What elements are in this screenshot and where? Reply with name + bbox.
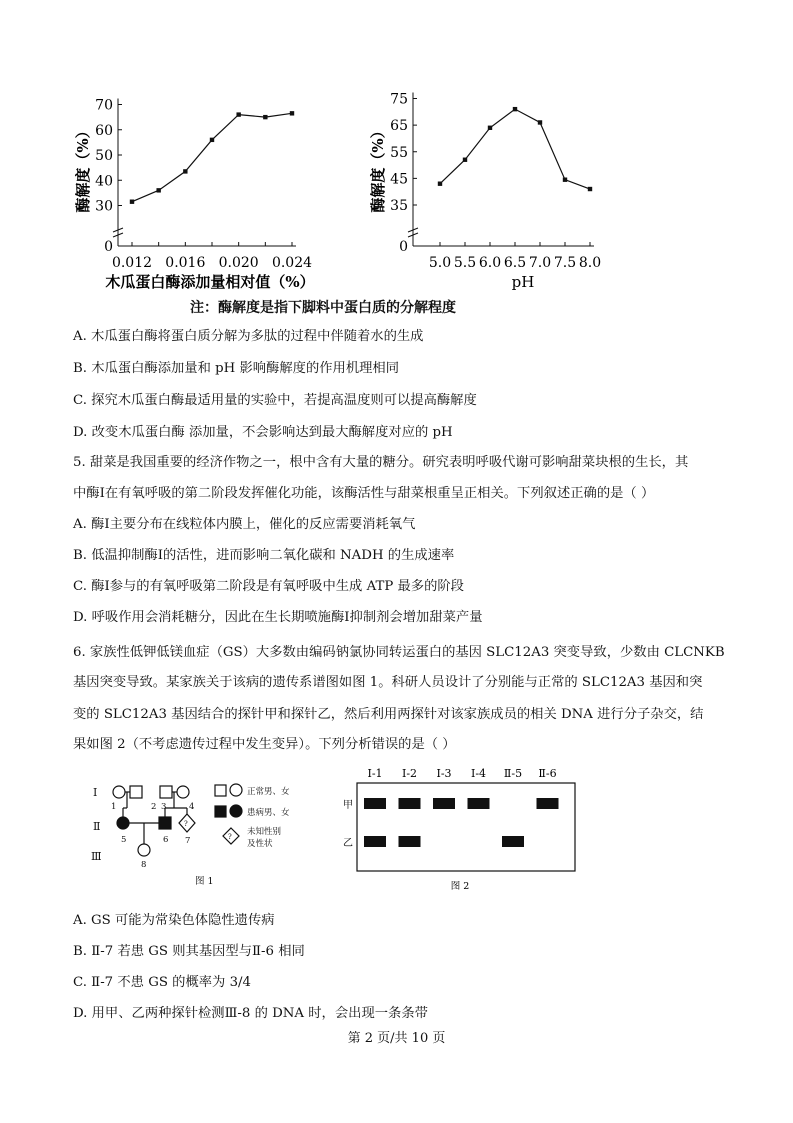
x-tick-label: 0.020 <box>218 255 259 271</box>
q5-stem-line1: 5. 甜菜是我国重要的经济作物之一，根中含有大量的糖分。研究表明呼吸代谢可影响甜菜块根的生长，其 <box>73 455 689 470</box>
q4-option-c: C. 探究木瓜蛋白酶最适用量的实验中，若提高温度则可以提高酶解度 <box>73 393 477 408</box>
individual-2: 2 <box>151 802 157 812</box>
x-tick-label: 5.5 <box>453 255 477 271</box>
series-line <box>440 109 590 189</box>
x-tick-label: 6.5 <box>503 255 527 271</box>
hybridization-band <box>537 798 559 809</box>
probe-label: 甲 <box>343 800 353 811</box>
individual-6: 6 <box>163 835 169 845</box>
y-tick-label: 30 <box>95 198 113 215</box>
data-point <box>538 120 542 124</box>
y-tick-label: 70 <box>95 97 113 114</box>
unknown-symbol-legend: ? <box>228 833 232 841</box>
individual-3: 3 <box>161 802 167 812</box>
data-point <box>290 111 294 115</box>
y-tick-label: 40 <box>95 173 113 190</box>
generation-label-3: Ⅲ <box>91 850 102 863</box>
lane-label: Ⅰ-1 <box>367 767 383 780</box>
data-point <box>183 169 187 173</box>
data-point <box>513 107 517 111</box>
data-point <box>236 112 240 116</box>
legend-normal: 正常男、女 <box>247 787 290 797</box>
lane-label: Ⅰ-4 <box>470 767 487 780</box>
individual-5: 5 <box>121 835 127 845</box>
q6-option-d: D. 用甲、乙两种探针检测Ⅲ-8 的 DNA 时，会出现一条条带 <box>73 1006 428 1021</box>
lane-label: Ⅱ-6 <box>538 767 557 780</box>
q5-option-a: A. 酶Ⅰ主要分布在线粒体内膜上，催化的反应需要消耗氧气 <box>73 517 416 532</box>
hybridization-band <box>502 836 524 847</box>
hybridization-band <box>399 836 421 847</box>
x-tick-label: 7.0 <box>528 255 552 271</box>
data-point <box>463 158 467 162</box>
lane-label: Ⅰ-2 <box>401 767 418 780</box>
q4-option-d: D. 改变木瓜蛋白酶 添加量，不会影响达到最大酶解度对应的 pH <box>73 425 453 440</box>
q6-option-c: C. Ⅱ-7 不患 GS 的概率为 3/4 <box>73 975 251 990</box>
data-point <box>563 178 567 182</box>
y-tick-label-zero: 0 <box>104 239 113 255</box>
x-axis-title: pH <box>511 273 535 291</box>
legend-unknown-1: 未知性别 <box>247 827 282 837</box>
generation-label-1: Ⅰ <box>93 786 98 799</box>
hybridization-band <box>364 798 386 809</box>
x-tick-label: 7.5 <box>553 255 577 271</box>
q6-stem-line4: 果如图 2（不考虑遗传过程中发生变异）。下列分析错误的是（ ） <box>73 737 456 752</box>
y-tick-label: 35 <box>390 198 408 214</box>
y-tick-label: 45 <box>390 171 408 188</box>
individual-4: 4 <box>189 802 195 812</box>
data-point <box>488 126 492 130</box>
y-tick-label: 60 <box>95 122 113 139</box>
y-tick-label-zero: 0 <box>399 239 408 255</box>
page-footer: 第 2 页/共 10 页 <box>347 1031 446 1046</box>
chart-ph <box>355 80 645 295</box>
hybridization-band <box>468 798 490 809</box>
x-tick-label: 6.0 <box>478 255 502 271</box>
q4-option-b: B. 木瓜蛋白酶添加量和 pH 影响酶解度的作用机理相同 <box>73 361 400 376</box>
y-axis-title: 酶解度（%） <box>369 123 387 213</box>
y-axis-title: 酶解度（%） <box>74 123 92 213</box>
individual-8: 8 <box>141 860 147 870</box>
data-point <box>210 138 214 142</box>
q4-option-a: A. 木瓜蛋白酶将蛋白质分解为多肽的过程中伴随着水的生成 <box>73 329 424 344</box>
q5-option-c: C. 酶Ⅰ参与的有氧呼吸第二阶段是有氧呼吸中生成 ATP 最多的阶段 <box>73 579 464 594</box>
data-point <box>156 188 160 192</box>
y-tick-label: 65 <box>390 118 408 135</box>
x-axis-title: 木瓜蛋白酶添加量相对值（%） <box>105 273 315 291</box>
data-point <box>588 187 592 191</box>
legend-affected: 患病男、女 <box>247 808 290 818</box>
data-point <box>438 182 442 186</box>
generation-label-2: Ⅱ <box>93 820 101 833</box>
q5-stem-line2: 中酶Ⅰ在有氧呼吸的第二阶段发挥催化功能，该酶活性与甜菜根重呈正相关。下列叙述正确的是（ ） <box>73 486 655 501</box>
chart-papain-dosage <box>60 80 350 295</box>
blot-frame <box>357 783 575 871</box>
hybridization-figure <box>335 765 585 895</box>
q6-option-b: B. Ⅱ-7 若患 GS 则其基因型与Ⅱ-6 相同 <box>73 944 305 959</box>
x-tick-label: 5.0 <box>428 255 452 271</box>
data-point <box>263 115 267 119</box>
individual-7: 7 <box>185 836 191 846</box>
chart-note: 注：酶解度是指下脚料中蛋白质的分解程度 <box>190 300 456 316</box>
individual-1: 1 <box>111 802 117 812</box>
q6-stem-line3: 变的 SLC12A3 基因结合的探针甲和探针乙，然后利用两探针对该家族成员的相关 DNA 进行分子杂交，结 <box>73 707 704 722</box>
hybridization-band <box>433 798 455 809</box>
q5-option-d: D. 呼吸作用会消耗糖分，因此在生长期喷施酶Ⅰ抑制剂会增加甜菜产量 <box>73 610 483 625</box>
fig1-caption: 图 1 <box>195 876 214 887</box>
y-tick-label: 50 <box>95 148 113 164</box>
probe-label: 乙 <box>343 838 353 849</box>
lane-label: Ⅱ-5 <box>503 767 523 780</box>
pedigree-figure <box>85 778 355 893</box>
x-tick-label: 0.024 <box>271 255 313 271</box>
legend-unknown-2: 及性状 <box>247 839 273 849</box>
x-tick-label: 0.016 <box>165 255 206 271</box>
lane-label: Ⅰ-3 <box>436 767 452 780</box>
fig2-caption: 图 2 <box>450 881 470 892</box>
q6-stem-line1: 6. 家族性低钾低镁血症（GS）大多数由编码钠氯协同转运蛋白的基因 SLC12A3 突变导致，少数由 CLCNKB <box>73 645 725 660</box>
y-tick-label: 55 <box>390 144 408 161</box>
q5-option-b: B. 低温抑制酶Ⅰ的活性，进而影响二氧化碳和 NADH 的生成速率 <box>73 548 455 563</box>
x-tick-label: 0.012 <box>111 255 153 271</box>
x-tick-label: 8.0 <box>578 255 602 271</box>
unknown-symbol-7: ? <box>184 820 188 828</box>
y-tick-label: 75 <box>390 91 408 108</box>
series-line <box>132 113 292 201</box>
data-point <box>130 200 134 204</box>
hybridization-band <box>399 798 421 809</box>
q6-option-a: A. GS 可能为常染色体隐性遗传病 <box>73 913 275 928</box>
hybridization-band <box>364 836 386 847</box>
q6-stem-line2: 基因突变导致。某家族关于该病的遗传系谱图如图 1。科研人员设计了分别能与正常的 SLC12A3 基因和突 <box>73 675 703 690</box>
